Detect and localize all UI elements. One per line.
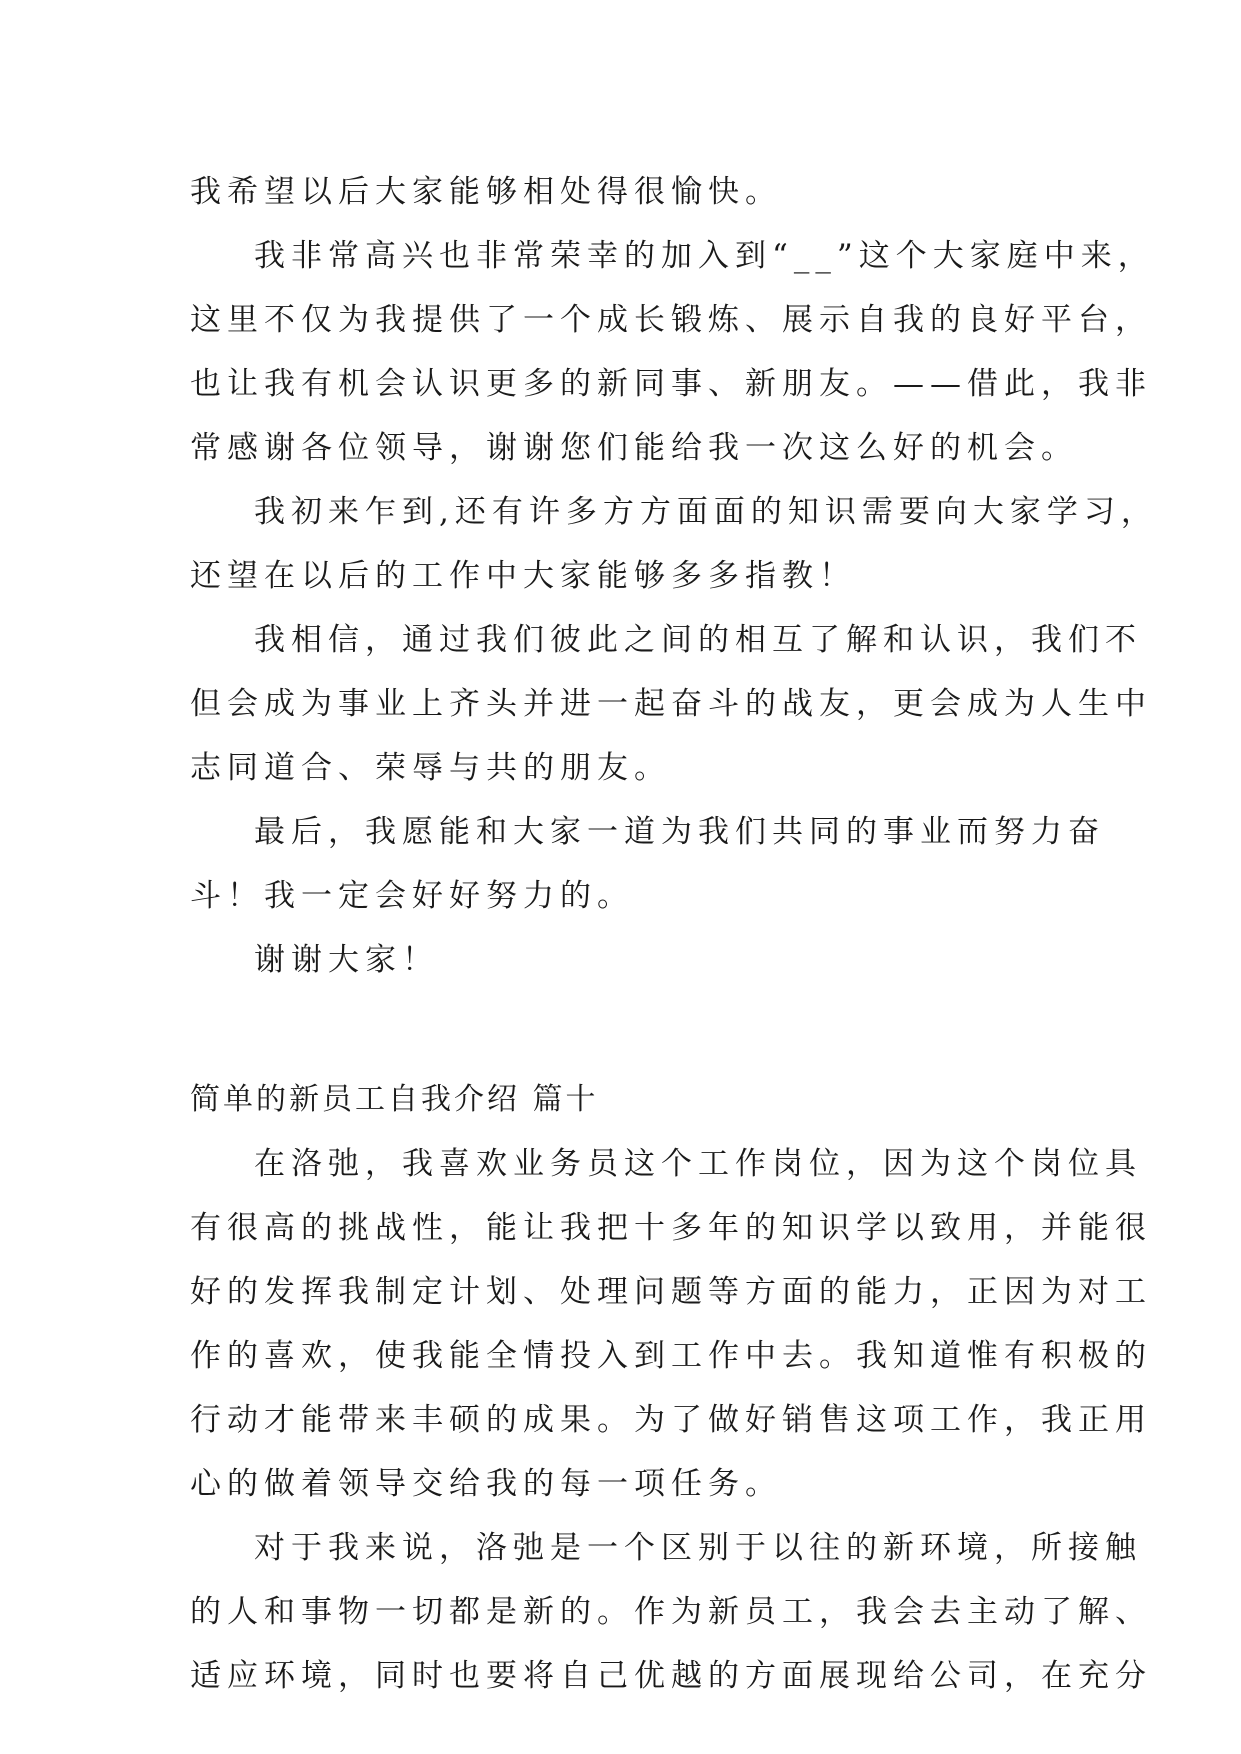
paragraph-line: 我相信，通过我们彼此之间的相互了解和认识，我们不 <box>254 622 1142 658</box>
paragraph-line: 常感谢各位领导，谢谢您们能给我一次这么好的机会。 <box>190 430 1078 466</box>
paragraph-line: 适应环境，同时也要将自己优越的方面展现给公司，在充分 <box>190 1658 1152 1694</box>
paragraph-line: 也让我有机会认识更多的新同事、新朋友。——借此，我非 <box>190 366 1152 402</box>
paragraph-line: 但会成为事业上齐头并进一起奋斗的战友，更会成为人生中 <box>190 686 1152 722</box>
paragraph-line: 心的做着领导交给我的每一项任务。 <box>190 1466 782 1502</box>
paragraph-line: 我初来乍到,还有许多方方面面的知识需要向大家学习， <box>254 494 1158 530</box>
paragraph-line: 对于我来说，洛弛是一个区别于以往的新环境，所接触 <box>254 1530 1142 1566</box>
paragraph-line: 作的喜欢，使我能全情投入到工作中去。我知道惟有积极的 <box>190 1338 1152 1374</box>
paragraph-line: 有很高的挑战性，能让我把十多年的知识学以致用，并能很 <box>190 1210 1152 1246</box>
paragraph-line: 这里不仅为我提供了一个成长锻炼、展示自我的良好平台， <box>190 302 1152 338</box>
paragraph-line: 行动才能带来丰硕的成果。为了做好销售这项工作，我正用 <box>190 1402 1152 1438</box>
paragraph-line: 我非常高兴也非常荣幸的加入到“__”这个大家庭中来， <box>254 238 1155 274</box>
paragraph-line: 还望在以后的工作中大家能够多多指教！ <box>190 558 856 594</box>
section-heading: 简单的新员工自我介绍 篇十 <box>190 1082 599 1117</box>
paragraph-line: 斗！我一定会好好努力的。 <box>190 878 634 914</box>
paragraph-line: 的人和事物一切都是新的。作为新员工，我会去主动了解、 <box>190 1594 1152 1630</box>
paragraph-line: 志同道合、荣辱与共的朋友。 <box>190 750 671 786</box>
paragraph-line: 谢谢大家！ <box>254 942 439 978</box>
paragraph-line: 在洛弛，我喜欢业务员这个工作岗位，因为这个岗位具 <box>254 1146 1142 1182</box>
paragraph-line: 好的发挥我制定计划、处理问题等方面的能力，正因为对工 <box>190 1274 1152 1310</box>
paragraph-line: 我希望以后大家能够相处得很愉快。 <box>190 174 782 210</box>
section-gap <box>190 992 1050 1068</box>
paragraph-line: 最后，我愿能和大家一道为我们共同的事业而努力奋 <box>254 814 1105 850</box>
document-body <box>190 160 1158 1708</box>
